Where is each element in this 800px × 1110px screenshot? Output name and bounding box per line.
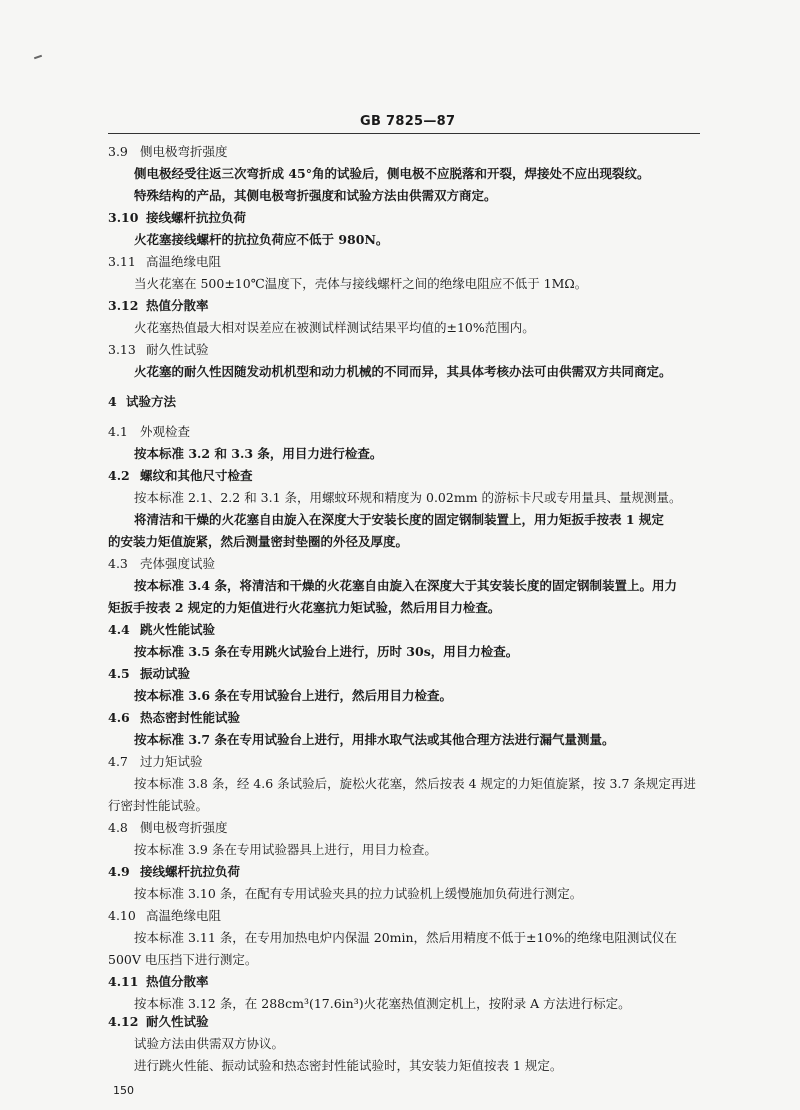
body-text-line: 按本标准 2.1、2.2 和 3.1 条，用螺蚊环规和精度为 0.02mm 的游标卡尺或专用量具、量规测量。 (134, 490, 682, 505)
body-text-line: 行密封性能试验。 (108, 798, 209, 813)
section-title: 高温绝缘电阻 (146, 254, 222, 269)
section-title: 过力矩试验 (140, 754, 203, 769)
body-text-line: 按本标准 3.7 条在专用试验台上进行，用排水取气法或其他合理方法进行漏气量测量。 (134, 732, 615, 747)
section-title: 热值分散率 (146, 974, 209, 989)
body-text-line: 将清洁和干燥的火花塞自由旋入在深度大于安装长度的固定钢制装置上，用力矩扳手按表 1 规定 (134, 512, 664, 527)
body-text-line: 按本标准 3.4 条，将清洁和干燥的火花塞自由旋入在深度大于其安装长度的固定钢制装置上。用力 (134, 578, 677, 593)
section-number: 4.2 (108, 468, 130, 483)
body-text-line: 按本标准 3.10 条，在配有专用试验夹具的拉力试验机上缓慢施加负荷进行测定。 (134, 886, 583, 901)
body-text-line: 按本标准 3.9 条在专用试验器具上进行，用目力检查。 (134, 842, 437, 857)
section-number: 4.7 (108, 754, 128, 769)
body-text-line: 按本标准 3.8 条，经 4.6 条试验后，旋松火花塞，然后按表 4 规定的力矩值旋紧，按 3.7 条规定再进 (134, 776, 696, 791)
section-number: 4.6 (108, 710, 130, 725)
body-text-line: 按本标准 3.2 和 3.3 条，用目力进行检查。 (134, 446, 383, 461)
body-text-line: 矩扳手按表 2 规定的力矩值进行火花塞抗力矩试验，然后用目力检查。 (108, 600, 501, 615)
section-number: 3.9 (108, 144, 128, 159)
section-number: 4.8 (108, 820, 128, 835)
body-text-line: 火花塞热值最大相对误差应在被测试样测试结果平均值的±10%范围内。 (134, 320, 535, 335)
header-rule (108, 133, 700, 134)
section-number: 3.13 (108, 342, 136, 357)
section-title: 耐久性试验 (146, 342, 209, 357)
section-number: 4.12 (108, 1014, 139, 1029)
section-title: 接线螺杆抗拉负荷 (140, 864, 241, 879)
section-title: 振动试验 (140, 666, 191, 681)
section-title: 侧电极弯折强度 (140, 144, 228, 159)
body-text-line: 当火花塞在 500±10℃温度下，壳体与接线螺杆之间的绝缘电阻应不低于 1MΩ。 (134, 276, 588, 291)
section-title: 高温绝缘电阻 (146, 908, 222, 923)
scan-mark (34, 55, 42, 60)
section-number: 4.11 (108, 974, 139, 989)
section-number: 3.12 (108, 298, 139, 313)
body-text-line: 的安装力矩值旋紧，然后测量密封垫圈的外径及厚度。 (108, 534, 409, 549)
section-title: 螺纹和其他尺寸检查 (140, 468, 253, 483)
section-title: 热态密封性能试验 (140, 710, 241, 725)
body-text-line: 按本标准 3.5 条在专用跳火试验台上进行，历时 30s，用目力检查。 (134, 644, 519, 659)
body-text-line: 火花塞接线螺杆的抗拉负荷应不低于 980N。 (134, 232, 389, 247)
body-text-line: 500V 电压挡下进行测定。 (108, 952, 258, 967)
section-number: 4.4 (108, 622, 130, 637)
page-number: 150 (113, 1084, 134, 1097)
section-title: 接线螺杆抗拉负荷 (146, 210, 247, 225)
section-title: 热值分散率 (146, 298, 209, 313)
section-title: 外观检查 (140, 424, 191, 439)
section-number: 4.5 (108, 666, 130, 681)
body-text-line: 按本标准 3.6 条在专用试验台上进行，然后用目力检查。 (134, 688, 452, 703)
section-title: 试验方法 (126, 394, 177, 409)
body-text-line: 按本标准 3.12 条，在 288cm³(17.6in³)火花塞热值测定机上，按附录 A 方法进行标定。 (134, 996, 631, 1011)
section-number: 3.11 (108, 254, 136, 269)
body-text-line: 特殊结构的产品，其侧电极弯折强度和试验方法由供需双方商定。 (134, 188, 497, 203)
section-title: 壳体强度试验 (140, 556, 216, 571)
section-number: 4.3 (108, 556, 128, 571)
body-text-line: 进行跳火性能、振动试验和热态密封性能试验时，其安装力矩值按表 1 规定。 (134, 1058, 563, 1073)
section-number: 4 (108, 394, 117, 409)
body-text-line: 侧电极经受往返三次弯折成 45°角的试验后，侧电极不应脱落和开裂，焊接处不应出现裂纹。 (134, 166, 650, 181)
section-title: 耐久性试验 (146, 1014, 209, 1029)
standard-header: GB 7825—87 (360, 114, 456, 129)
body-text-line: 火花塞的耐久性因随发动机机型和动力机械的不同而异，其具体考核办法可由供需双方共同商定。 (134, 364, 672, 379)
section-number: 4.10 (108, 908, 136, 923)
body-text-line: 试验方法由供需双方协议。 (134, 1036, 285, 1051)
section-title: 跳火性能试验 (140, 622, 216, 637)
section-number: 4.1 (108, 424, 128, 439)
section-number: 3.10 (108, 210, 139, 225)
section-title: 侧电极弯折强度 (140, 820, 228, 835)
section-number: 4.9 (108, 864, 130, 879)
body-text-line: 按本标准 3.11 条，在专用加热电炉内保温 20min，然后用精度不低于±10%的绝缘电阻测试仪在 (134, 930, 677, 945)
